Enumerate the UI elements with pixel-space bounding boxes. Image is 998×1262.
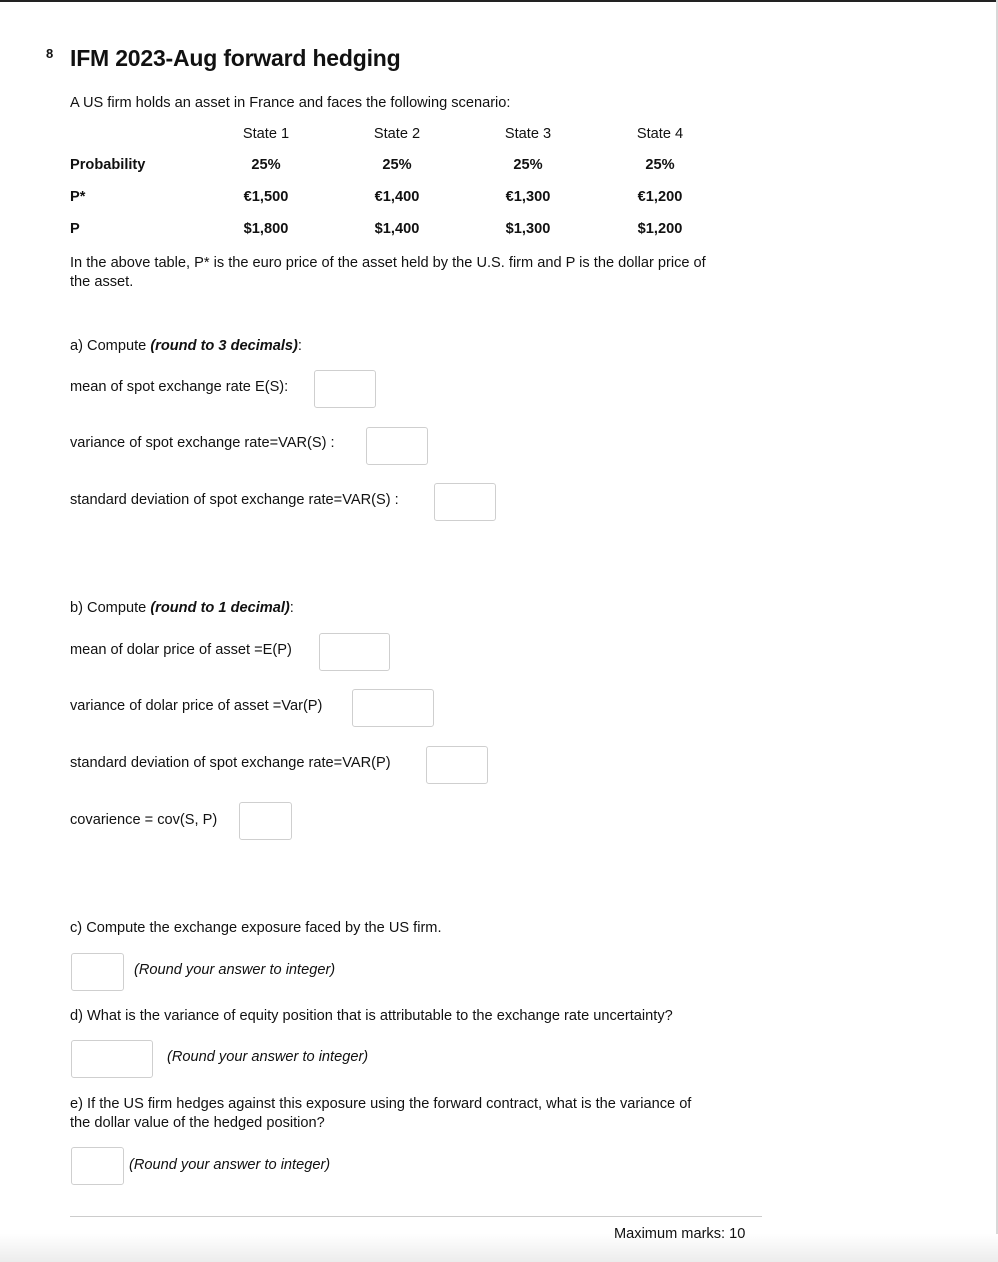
table-header-state-1: State 1 bbox=[242, 126, 290, 142]
table-cell: $1,400 bbox=[374, 221, 420, 237]
question-title: IFM 2023-Aug forward hedging bbox=[70, 45, 401, 71]
maximum-marks: Maximum marks: 10 bbox=[614, 1226, 746, 1242]
part-b-q3-label: standard deviation of spot exchange rate=VAR(P) bbox=[70, 755, 391, 771]
answer-mean-spot-rate-input[interactable] bbox=[314, 370, 376, 408]
table-cell: €1,500 bbox=[243, 189, 289, 205]
table-cell: 25% bbox=[513, 157, 543, 173]
answer-variance-spot-rate-input[interactable] bbox=[366, 427, 428, 465]
part-b-q1-label: mean of dolar price of asset =E(P) bbox=[70, 642, 292, 658]
part-b-suffix: : bbox=[289, 600, 294, 616]
table-cell: 25% bbox=[382, 157, 412, 173]
part-b-prefix: b) Compute bbox=[70, 600, 151, 616]
answer-variance-hedged-input[interactable] bbox=[71, 1147, 124, 1185]
part-b-heading bbox=[70, 599, 294, 618]
table-cell: $1,300 bbox=[505, 221, 551, 237]
part-b-q4-label: covarience = cov(S, P) bbox=[70, 812, 218, 828]
question-number: 8 bbox=[46, 46, 54, 61]
table-header-state-2: State 2 bbox=[373, 126, 421, 142]
answer-covariance-input[interactable] bbox=[239, 802, 292, 840]
part-e-hint: (Round your answer to integer) bbox=[129, 1157, 331, 1173]
part-a-rounding: (round to 3 decimals) bbox=[150, 338, 298, 354]
part-b-q2-label: variance of dolar price of asset =Var(P) bbox=[70, 698, 323, 714]
footer-divider bbox=[70, 1216, 762, 1217]
part-c-hint: (Round your answer to integer) bbox=[134, 962, 336, 978]
answer-variance-dollar-price-input[interactable] bbox=[352, 689, 434, 727]
bottom-shadow bbox=[0, 1234, 998, 1262]
table-cell: €1,400 bbox=[374, 189, 420, 205]
table-cell: 25% bbox=[645, 157, 675, 173]
part-d-hint: (Round your answer to integer) bbox=[167, 1049, 369, 1065]
table-row-label-p: P bbox=[70, 221, 80, 237]
top-border bbox=[0, 0, 998, 2]
part-e-question-line-2: the dollar value of the hedged position? bbox=[70, 1115, 325, 1131]
answer-exchange-exposure-input[interactable] bbox=[71, 953, 124, 991]
part-a-heading bbox=[70, 337, 302, 356]
part-a-q3-label: standard deviation of spot exchange rate=VAR(S) : bbox=[70, 492, 399, 508]
table-note-line-2: the asset. bbox=[70, 274, 134, 290]
table-cell: $1,800 bbox=[243, 221, 289, 237]
table-cell: €1,200 bbox=[637, 189, 683, 205]
answer-stddev-spot-rate-input[interactable] bbox=[434, 483, 496, 521]
part-e-question-line-1: e) If the US firm hedges against this exposure using the forward contract, what is the variance of bbox=[70, 1096, 692, 1112]
answer-variance-equity-input[interactable] bbox=[71, 1040, 153, 1078]
table-cell: €1,300 bbox=[505, 189, 551, 205]
intro-text: A US firm holds an asset in France and faces the following scenario: bbox=[70, 95, 511, 111]
part-d-question: d) What is the variance of equity position that is attributable to the exchange rate uncertainty? bbox=[70, 1008, 673, 1024]
answer-mean-dollar-price-input[interactable] bbox=[319, 633, 390, 671]
part-a-suffix: : bbox=[297, 338, 302, 354]
table-header-state-4: State 4 bbox=[636, 126, 684, 142]
answer-stddev-dollar-price-input[interactable] bbox=[426, 746, 488, 784]
part-b-rounding: (round to 1 decimal) bbox=[150, 600, 290, 616]
table-cell: 25% bbox=[251, 157, 281, 173]
part-a-q2-label: variance of spot exchange rate=VAR(S) : bbox=[70, 435, 335, 451]
table-note-line-1: In the above table, P* is the euro price of the asset held by the U.S. firm and P is the dollar price of bbox=[70, 255, 706, 271]
part-a-prefix: a) Compute bbox=[70, 338, 151, 354]
table-cell: $1,200 bbox=[637, 221, 683, 237]
part-a-q1-label: mean of spot exchange rate E(S): bbox=[70, 379, 289, 395]
table-row-label-probability: Probability bbox=[70, 157, 146, 173]
table-row-label-p-star: P* bbox=[70, 189, 86, 205]
table-header-state-3: State 3 bbox=[504, 126, 552, 142]
part-c-question: c) Compute the exchange exposure faced by the US firm. bbox=[70, 920, 442, 936]
